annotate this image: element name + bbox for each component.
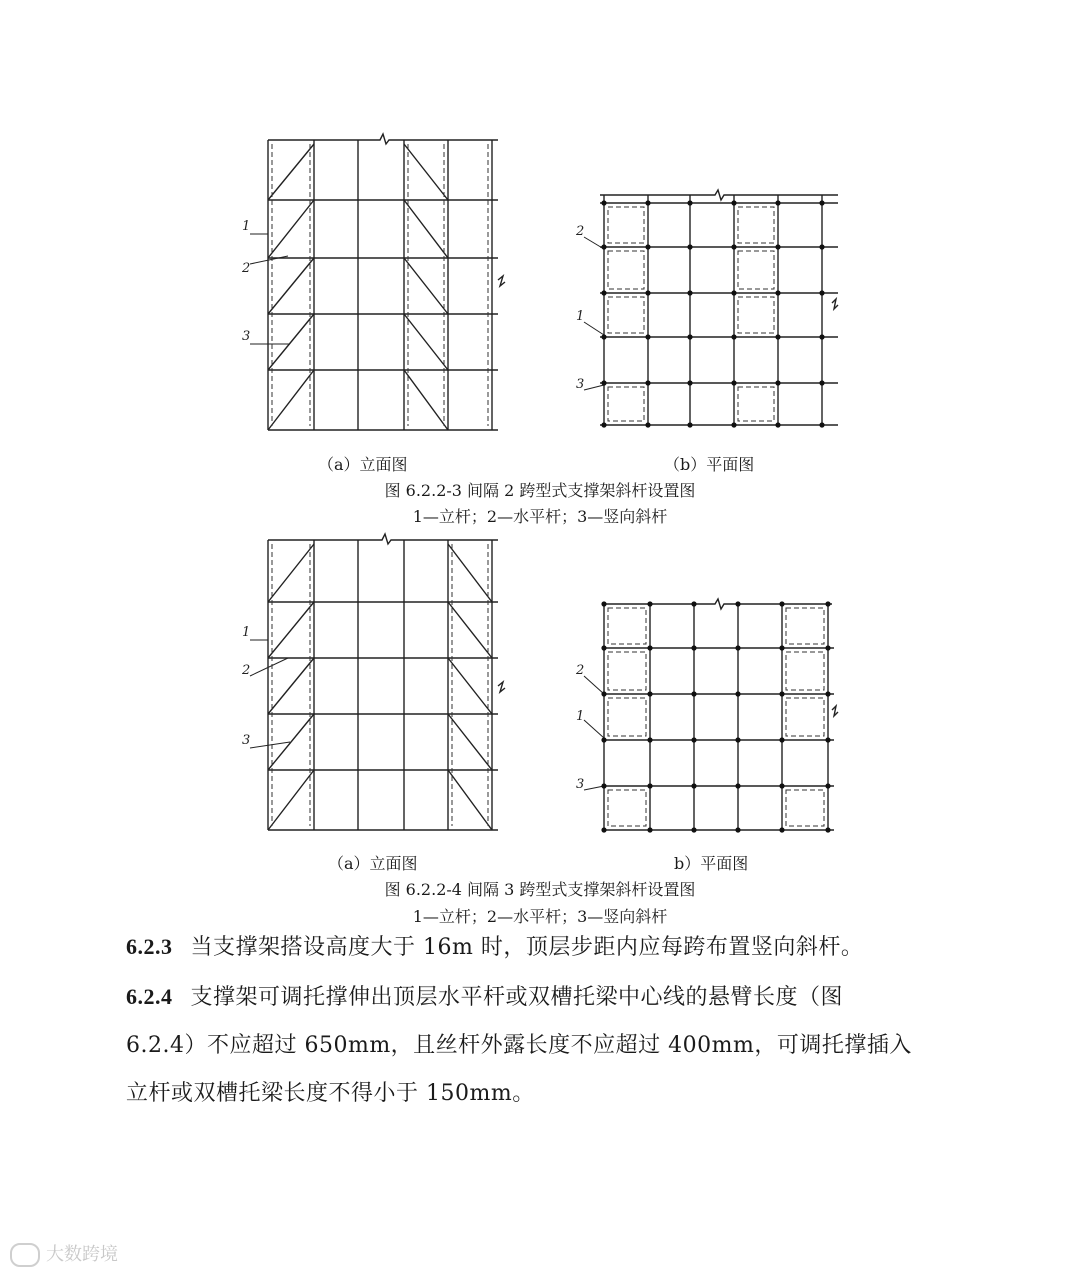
callout-3: 3 <box>242 733 251 748</box>
subcaption-b: b）平面图 <box>674 854 749 873</box>
callout-3: 3 <box>576 377 585 392</box>
callout-2: 2 <box>576 663 585 678</box>
figure-legend: 1—立杆；2—水平杆；3—竖向斜杆 <box>412 507 668 526</box>
subcaption-a: （a）立面图 <box>328 854 418 873</box>
clause-6-2-3 <box>126 930 863 961</box>
figure-legend: 1—立杆；2—水平杆；3—竖向斜杆 <box>412 907 668 926</box>
clause-6-2-4-line-3: 立杆或双槽托梁长度不得小于 150mm。 <box>126 1081 535 1106</box>
elevation-drawing-a <box>230 130 530 450</box>
clause-number: 6.2.3 <box>126 934 173 959</box>
watermark-logo-icon <box>10 1243 40 1267</box>
clause-text: 支撑架可调托撑伸出顶层水平杆或双槽托梁中心线的悬臂长度（图 <box>190 985 844 1010</box>
callout-3: 3 <box>576 777 585 792</box>
figure-caption: 图 6.2.2-3 间隔 2 跨型式支撑架斜杆设置图 <box>384 481 696 500</box>
callout-2: 2 <box>576 224 585 239</box>
callout-1: 1 <box>576 709 585 724</box>
plan-drawing-b <box>570 185 840 435</box>
callout-3: 3 <box>242 329 251 344</box>
elevation-drawing-a <box>230 530 530 840</box>
clause-6-2-4-line-2: 6.2.4）不应超过 650mm，且丝杆外露长度不应超过 400mm，可调托撑插入 <box>126 1033 912 1058</box>
subcaption-b: （b）平面图 <box>664 455 755 474</box>
figure-caption: 图 6.2.2-4 间隔 3 跨型式支撑架斜杆设置图 <box>384 880 696 899</box>
watermark-text: 大数跨境 <box>46 1244 118 1265</box>
callout-1: 1 <box>576 309 585 324</box>
clause-6-2-4 <box>126 980 843 1011</box>
plan-drawing-b <box>570 590 840 840</box>
clause-number: 6.2.4 <box>126 984 173 1009</box>
callout-1: 1 <box>242 625 251 640</box>
callout-1: 1 <box>242 219 251 234</box>
clause-text: 当支撑架搭设高度大于 16m 时，顶层步距内应每跨布置竖向斜杆。 <box>190 935 864 960</box>
callout-2: 2 <box>242 261 251 276</box>
callout-2: 2 <box>242 663 251 678</box>
subcaption-a: （a）立面图 <box>318 455 408 474</box>
watermark <box>10 1240 118 1267</box>
